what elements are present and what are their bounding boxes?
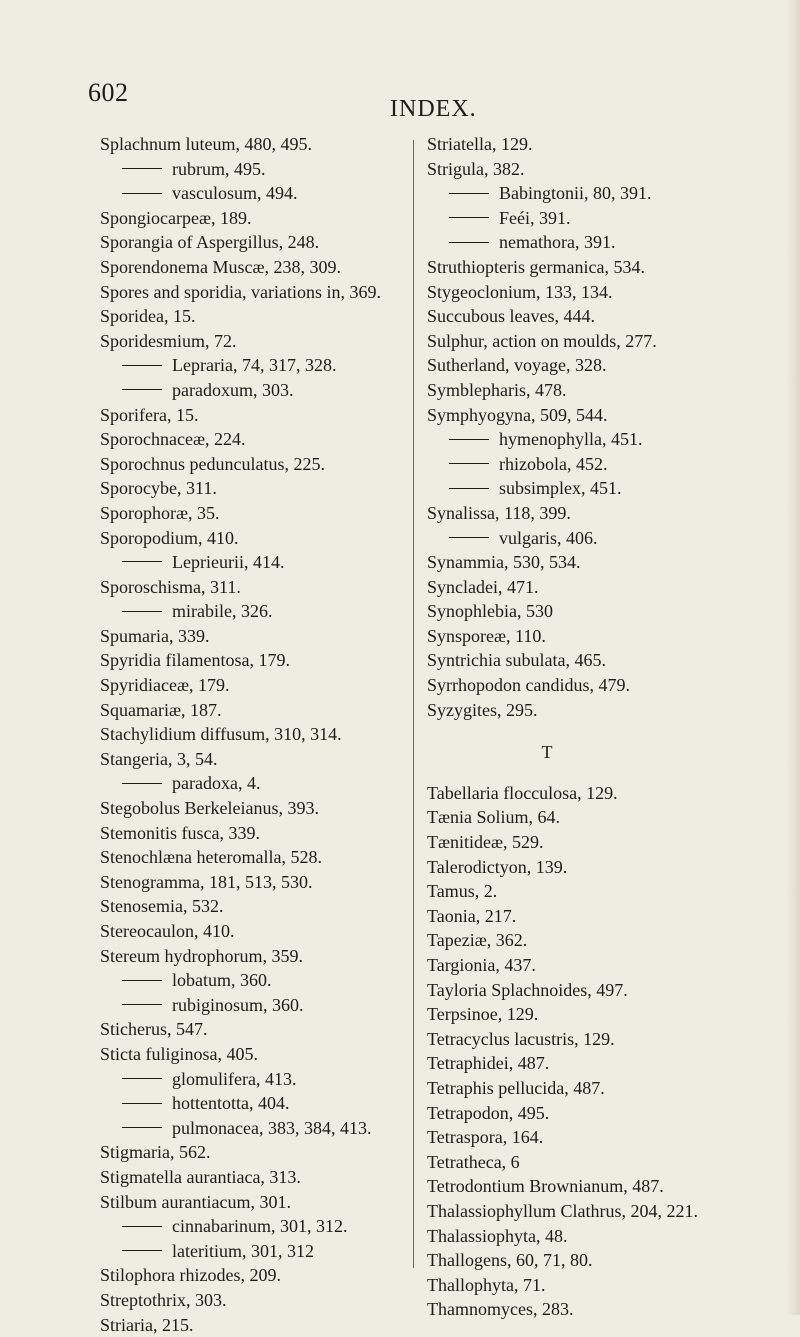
entry-text: rubiginosum, 360. xyxy=(172,995,304,1015)
entry-text: Tetratheca, 6 xyxy=(427,1152,520,1172)
entry-text: Tamus, 2. xyxy=(427,881,497,901)
index-subentry xyxy=(427,526,767,551)
index-entry xyxy=(427,378,767,403)
entry-text: Stereum hydrophorum, 359. xyxy=(100,946,303,966)
index-entry xyxy=(427,1297,767,1322)
ditto-dash xyxy=(122,389,162,390)
index-entry xyxy=(100,230,410,255)
index-entry xyxy=(427,255,767,280)
index-section-s xyxy=(427,132,767,722)
entry-text: Tetrodontium Brownianum, 487. xyxy=(427,1176,664,1196)
entry-text: Splachnum luteum, 480, 495. xyxy=(100,134,312,154)
ditto-dash xyxy=(122,1250,162,1251)
entry-text: Syntrichia subulata, 465. xyxy=(427,650,606,670)
index-entry xyxy=(100,894,410,919)
index-entry xyxy=(100,870,410,895)
index-entry xyxy=(427,879,767,904)
index-entry xyxy=(100,1017,410,1042)
entry-text: hottentotta, 404. xyxy=(172,1093,289,1113)
entry-text: Sporocybe, 311. xyxy=(100,478,217,498)
index-entry xyxy=(427,501,767,526)
index-entry xyxy=(427,830,767,855)
entry-text: Stenosemia, 532. xyxy=(100,896,224,916)
entry-text: Taonia, 217. xyxy=(427,906,516,926)
entry-text: Thallophyta, 71. xyxy=(427,1275,545,1295)
section-letter-t: T xyxy=(427,740,667,765)
entry-text: Sporendonema Muscæ, 238, 309. xyxy=(100,257,341,277)
entry-text: Tetraphis pellucida, 487. xyxy=(427,1078,605,1098)
entry-text: Strigula, 382. xyxy=(427,159,525,179)
entry-text: Stigmaria, 562. xyxy=(100,1142,211,1162)
index-entry xyxy=(427,403,767,428)
entry-text: cinnabarinum, 301, 312. xyxy=(172,1216,347,1236)
entry-text: Sporophoræ, 35. xyxy=(100,503,220,523)
index-entry xyxy=(427,855,767,880)
entry-text: paradoxa, 4. xyxy=(172,773,260,793)
index-entry xyxy=(100,526,410,551)
index-entry xyxy=(427,781,767,806)
entry-text: Thamnomyces, 283. xyxy=(427,1299,573,1319)
entry-text: Symblepharis, 478. xyxy=(427,380,567,400)
index-subentry xyxy=(100,353,410,378)
ditto-dash xyxy=(122,561,162,562)
index-subentry xyxy=(100,1116,410,1141)
entry-text: Streptothrix, 303. xyxy=(100,1290,227,1310)
entry-text: Sticherus, 547. xyxy=(100,1019,208,1039)
index-entry xyxy=(427,904,767,929)
index-entry xyxy=(100,476,410,501)
index-entry xyxy=(100,698,410,723)
entry-text: Synsporeæ, 110. xyxy=(427,626,546,646)
entry-text: Sticta fuliginosa, 405. xyxy=(100,1044,258,1064)
ditto-dash xyxy=(122,1226,162,1227)
index-entry xyxy=(100,1140,410,1165)
index-entry xyxy=(100,747,410,772)
index-entry xyxy=(427,550,767,575)
entry-text: Thalassiophyllum Clathrus, 204, 221. xyxy=(427,1201,698,1221)
entry-text: Tabellaria flocculosa, 129. xyxy=(427,783,618,803)
index-entry xyxy=(100,280,410,305)
entry-text: Squamariæ, 187. xyxy=(100,700,222,720)
entry-text: Stilbum aurantiacum, 301. xyxy=(100,1192,291,1212)
ditto-dash xyxy=(449,242,489,243)
index-entry xyxy=(100,403,410,428)
entry-text: nemathora, 391. xyxy=(499,232,615,252)
index-subentry xyxy=(100,378,410,403)
index-entry xyxy=(100,575,410,600)
index-subentry xyxy=(427,427,767,452)
entry-text: Sporangia of Aspergillus, 248. xyxy=(100,232,319,252)
entry-text: Sporochnaceæ, 224. xyxy=(100,429,245,449)
index-entry xyxy=(427,329,767,354)
index-entry xyxy=(100,427,410,452)
index-entry xyxy=(427,304,767,329)
entry-text: Tetraphidei, 487. xyxy=(427,1053,549,1073)
column-divider xyxy=(413,140,414,1268)
index-entry xyxy=(100,624,410,649)
index-subentry xyxy=(100,771,410,796)
index-entry xyxy=(427,1125,767,1150)
entry-text: subsimplex, 451. xyxy=(499,478,622,498)
index-entry xyxy=(100,452,410,477)
entry-text: Stenochlæna heteromalla, 528. xyxy=(100,847,322,867)
ditto-dash xyxy=(122,783,162,784)
entry-text: Stenogramma, 181, 513, 530. xyxy=(100,872,312,892)
index-entry xyxy=(100,673,410,698)
entry-text: Targionia, 437. xyxy=(427,955,536,975)
index-entry xyxy=(427,805,767,830)
ditto-dash xyxy=(122,1078,162,1079)
entry-text: mirabile, 326. xyxy=(172,601,272,621)
entry-text: Stereocaulon, 410. xyxy=(100,921,234,941)
entry-text: hymenophylla, 451. xyxy=(499,429,642,449)
ditto-dash xyxy=(122,1127,162,1128)
index-entry xyxy=(100,796,410,821)
index-subentry xyxy=(100,1067,410,1092)
index-entry xyxy=(100,304,410,329)
index-subentry xyxy=(100,1214,410,1239)
entry-text: Leprieurii, 414. xyxy=(172,552,284,572)
entry-text: vasculosum, 494. xyxy=(172,183,298,203)
entry-text: glomulifera, 413. xyxy=(172,1069,296,1089)
entry-text: Tænitideæ, 529. xyxy=(427,832,544,852)
entry-text: Sporochnus pedunculatus, 225. xyxy=(100,454,325,474)
index-subentry xyxy=(427,476,767,501)
entry-text: Stygeoclonium, 133, 134. xyxy=(427,282,613,302)
index-column-right xyxy=(427,132,767,1322)
entry-text: Syncladei, 471. xyxy=(427,577,538,597)
index-subentry xyxy=(100,157,410,182)
index-subentry xyxy=(100,1091,410,1116)
index-subentry xyxy=(100,968,410,993)
entry-text: Terpsinoe, 129. xyxy=(427,1004,538,1024)
index-entry xyxy=(100,1190,410,1215)
index-entry xyxy=(100,329,410,354)
index-entry xyxy=(100,919,410,944)
entry-text: Syzygites, 295. xyxy=(427,700,538,720)
entry-text: Sporopodium, 410. xyxy=(100,528,239,548)
entry-text: Synalissa, 118, 399. xyxy=(427,503,571,523)
index-entry xyxy=(427,599,767,624)
index-section-t xyxy=(427,781,767,1322)
index-subentry xyxy=(427,181,767,206)
index-entry xyxy=(427,1174,767,1199)
ditto-dash xyxy=(122,1103,162,1104)
entry-text: Syrrhopodon candidus, 479. xyxy=(427,675,630,695)
index-entry xyxy=(100,255,410,280)
entry-text: Tayloria Splachnoides, 497. xyxy=(427,980,628,1000)
index-entry xyxy=(427,978,767,1003)
index-subentry xyxy=(100,599,410,624)
entry-text: Sporoschisma, 311. xyxy=(100,577,241,597)
index-subentry xyxy=(100,181,410,206)
index-entry xyxy=(427,1248,767,1273)
entry-text: Thallogens, 60, 71, 80. xyxy=(427,1250,592,1270)
entry-text: Sulphur, action on moulds, 277. xyxy=(427,331,657,351)
index-entry xyxy=(427,698,767,723)
index-entry xyxy=(427,1051,767,1076)
entry-text: Striaria, 215. xyxy=(100,1315,193,1335)
index-entry xyxy=(427,1150,767,1175)
page-number: 602 xyxy=(88,78,129,108)
index-subentry xyxy=(100,1239,410,1264)
index-entry xyxy=(427,1199,767,1224)
ditto-dash xyxy=(449,463,489,464)
entry-text: Stemonitis fusca, 339. xyxy=(100,823,260,843)
entry-text: lateritium, 301, 312 xyxy=(172,1241,314,1261)
index-entry xyxy=(100,845,410,870)
entry-text: lobatum, 360. xyxy=(172,970,272,990)
entry-text: Stachylidium diffusum, 310, 314. xyxy=(100,724,342,744)
entry-text: Synophlebia, 530 xyxy=(427,601,553,621)
ditto-dash xyxy=(449,488,489,489)
entry-text: rubrum, 495. xyxy=(172,159,266,179)
index-entry xyxy=(427,1101,767,1126)
ditto-dash xyxy=(449,193,489,194)
entry-text: Sutherland, voyage, 328. xyxy=(427,355,606,375)
ditto-dash xyxy=(122,611,162,612)
index-entry xyxy=(427,132,767,157)
entry-text: Stegobolus Berkeleianus, 393. xyxy=(100,798,319,818)
index-entry xyxy=(100,1165,410,1190)
entry-text: Succubous leaves, 444. xyxy=(427,306,595,326)
index-entry xyxy=(427,624,767,649)
entry-text: Sporidesmium, 72. xyxy=(100,331,237,351)
entry-text: Striatella, 129. xyxy=(427,134,532,154)
entry-text: Spyridiaceæ, 179. xyxy=(100,675,229,695)
entry-text: Tetraspora, 164. xyxy=(427,1127,543,1147)
running-head: INDEX. xyxy=(390,96,477,123)
ditto-dash xyxy=(122,168,162,169)
index-entry xyxy=(100,1042,410,1067)
index-subentry xyxy=(427,206,767,231)
ditto-dash xyxy=(449,537,489,538)
entry-text: Stigmatella aurantiaca, 313. xyxy=(100,1167,301,1187)
entry-text: Spongiocarpeæ, 189. xyxy=(100,208,251,228)
index-entry xyxy=(427,648,767,673)
entry-text: Tetracyclus lacustris, 129. xyxy=(427,1029,615,1049)
index-entry xyxy=(100,1313,410,1337)
index-column-left xyxy=(100,132,410,1337)
ditto-dash xyxy=(122,980,162,981)
index-entry xyxy=(427,1224,767,1249)
index-subentry xyxy=(100,993,410,1018)
index-entry xyxy=(427,353,767,378)
entry-text: pulmonacea, 383, 384, 413. xyxy=(172,1118,371,1138)
index-subentry xyxy=(100,550,410,575)
ditto-dash xyxy=(449,439,489,440)
entry-text: Tetrapodon, 495. xyxy=(427,1103,549,1123)
index-entry xyxy=(100,501,410,526)
entry-text: Feéi, 391. xyxy=(499,208,571,228)
index-entry xyxy=(427,280,767,305)
entry-text: Stangeria, 3, 54. xyxy=(100,749,217,769)
index-subentry xyxy=(427,230,767,255)
ditto-dash xyxy=(449,217,489,218)
entry-text: Tapeziæ, 362. xyxy=(427,930,527,950)
index-entry xyxy=(427,928,767,953)
entry-text: rhizobola, 452. xyxy=(499,454,607,474)
entry-text: Struthiopteris germanica, 534. xyxy=(427,257,645,277)
entry-text: Sporidea, 15. xyxy=(100,306,195,326)
index-entry xyxy=(100,648,410,673)
index-entry xyxy=(100,722,410,747)
entry-text: paradoxum, 303. xyxy=(172,380,293,400)
index-entry xyxy=(100,944,410,969)
entry-text: Tænia Solium, 64. xyxy=(427,807,560,827)
entry-text: Lepraria, 74, 317, 328. xyxy=(172,355,336,375)
entry-text: Symphyogyna, 509, 544. xyxy=(427,405,608,425)
entry-text: Stilophora rhizodes, 209. xyxy=(100,1265,281,1285)
index-entry xyxy=(427,157,767,182)
index-entry xyxy=(100,132,410,157)
entry-text: Synammia, 530, 534. xyxy=(427,552,581,572)
entry-text: Talerodictyon, 139. xyxy=(427,857,567,877)
ditto-dash xyxy=(122,365,162,366)
index-entry xyxy=(427,1027,767,1052)
index-entry xyxy=(427,575,767,600)
index-entry xyxy=(427,953,767,978)
index-entry xyxy=(100,1263,410,1288)
index-entry xyxy=(100,1288,410,1313)
entry-text: Spores and sporidia, variations in, 369. xyxy=(100,282,381,302)
index-entry xyxy=(427,673,767,698)
entry-text: Sporifera, 15. xyxy=(100,405,198,425)
ditto-dash xyxy=(122,193,162,194)
index-entry xyxy=(100,821,410,846)
index-entry xyxy=(100,206,410,231)
entry-text: Babingtonii, 80, 391. xyxy=(499,183,652,203)
index-entry xyxy=(427,1002,767,1027)
entry-text: Spumaria, 339. xyxy=(100,626,210,646)
entry-text: vulgaris, 406. xyxy=(499,528,598,548)
ditto-dash xyxy=(122,1004,162,1005)
page-edge-shadow xyxy=(786,0,800,1315)
entry-text: Thalassiophyta, 48. xyxy=(427,1226,567,1246)
index-subentry xyxy=(427,452,767,477)
index-entry xyxy=(427,1076,767,1101)
entry-text: Spyridia filamentosa, 179. xyxy=(100,650,290,670)
index-entry xyxy=(427,1273,767,1298)
